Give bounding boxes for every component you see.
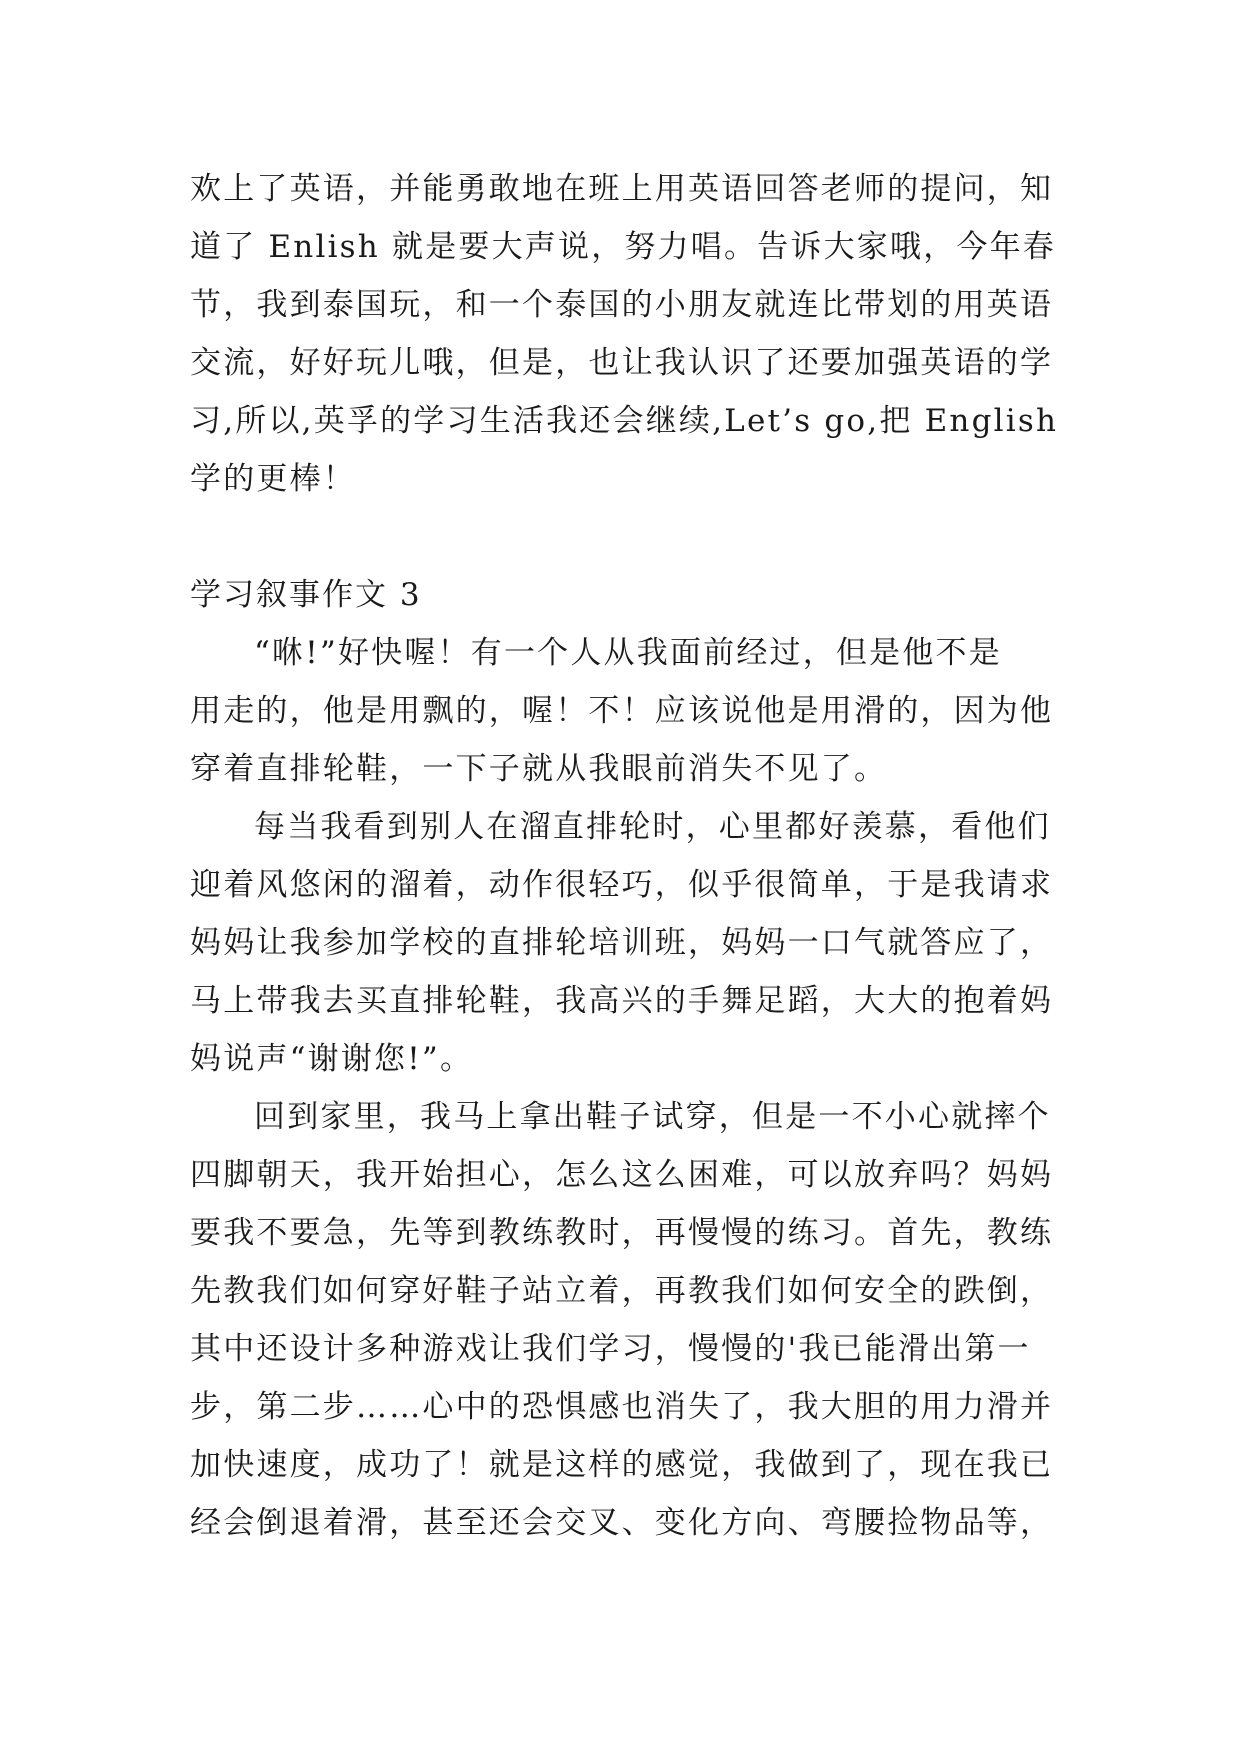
paragraph-3 [190, 1088, 1060, 1552]
text-line: 节，我到泰国玩，和一个泰国的小朋友就连比带划的用英语 [190, 287, 1054, 323]
text-line: 交流，好好玩儿哦，但是，也让我认识了还要加强英语的学 [190, 345, 1054, 381]
text-line: 先教我们如何穿好鞋子站立着，再教我们如何安全的跌倒， [190, 1273, 1054, 1309]
text-line: 穿着直排轮鞋，一下子就从我眼前消失不见了。 [190, 751, 888, 787]
document-body [190, 160, 1060, 1552]
continued-paragraph [190, 160, 1060, 508]
text-line: 妈妈让我参加学校的直排轮培训班，妈妈一口气就答应了， [190, 925, 1054, 961]
section-heading: 学习叙事作文 3 [190, 577, 422, 613]
text-line: 迎着风悠闲的溜着，动作很轻巧，似乎很简单，于是我请求 [190, 867, 1054, 903]
text-line: 每当我看到别人在溜直排轮时，心里都好羡慕，看他们 [254, 809, 1051, 845]
paragraph-1 [190, 624, 1060, 798]
text-line: 经会倒退着滑，甚至还会交叉、变化方向、弯腰捡物品等， [190, 1505, 1054, 1541]
text-line: 道了 Enlish 就是要大声说，努力唱。告诉大家哦，今年春 [190, 229, 1057, 265]
paragraph-2 [190, 798, 1060, 1088]
text-line: “咻!”好快喔！有一个人从我面前经过，但是他不是 [254, 635, 1002, 671]
text-line: 其中还设计多种游戏让我们学习，慢慢的'我已能滑出第一 [190, 1331, 1031, 1367]
text-line: 加快速度，成功了！就是这样的感觉，我做到了，现在我已 [190, 1447, 1054, 1483]
paragraph-gap [190, 508, 1060, 566]
text-line: 步，第二步……心中的恐惧感也消失了，我大胆的用力滑并 [190, 1389, 1054, 1425]
text-line: 习,所以,英孚的学习生活我还会继续,Let’s go,把 English [190, 403, 1059, 439]
text-line: 用走的，他是用飘的，喔！不！应该说他是用滑的，因为他 [190, 693, 1054, 729]
text-line: 马上带我去买直排轮鞋，我高兴的手舞足蹈，大大的抱着妈 [190, 983, 1054, 1019]
text-line: 要我不要急，先等到教练教时，再慢慢的练习。首先，教练 [190, 1215, 1054, 1251]
text-line: 欢上了英语，并能勇敢地在班上用英语回答老师的提问，知 [190, 171, 1054, 207]
text-line: 四脚朝天，我开始担心，怎么这么困难，可以放弃吗？妈妈 [190, 1157, 1054, 1193]
text-line: 学的更棒！ [190, 461, 356, 497]
text-line: 妈说声“谢谢您!”。 [190, 1041, 474, 1077]
text-line: 回到家里，我马上拿出鞋子试穿，但是一不小心就摔个 [254, 1099, 1051, 1135]
